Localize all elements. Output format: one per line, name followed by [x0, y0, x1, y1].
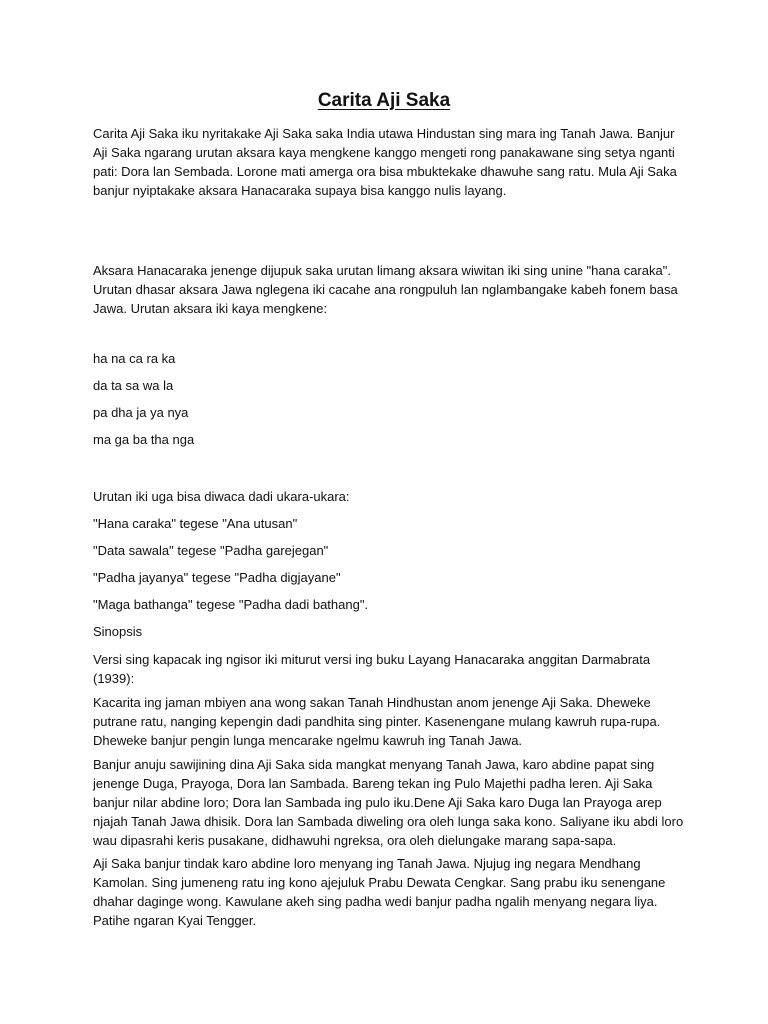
ukara-line: "Maga bathanga" tegese "Padha dadi bathang".: [93, 597, 369, 612]
story-paragraph-2: [93, 755, 683, 850]
story-line: banjur nilar abdine loro; Dora lan Sambada ing pulo iku.Dene Aji Saka karo Duga lan Prayoga arep: [93, 795, 662, 810]
aksara-row: pa dha ja ya nya: [93, 405, 189, 420]
aksara-line: Jawa. Urutan aksara iki kaya mengkene:: [93, 301, 328, 316]
ukara-line: "Hana caraka" tegese "Ana utusan": [93, 516, 298, 531]
intro-line: pati: Dora lan Sembada. Lorone mati amerga ora bisa mbuktekake dhawuhe sang ratu. Mula Aji Saka: [93, 164, 677, 179]
versi-line: (1939):: [93, 671, 135, 686]
aksara-line: Urutan dhasar aksara Jawa nglegena iki cacahe ana rongpuluh lan nglambangake kabeh fonem basa: [93, 282, 678, 297]
story-line: Aji Saka banjur tindak karo abdine loro menyang ing Tanah Jawa. Njujug ing negara Mendhang: [93, 856, 641, 871]
sinopsis-heading: Sinopsis: [93, 624, 143, 639]
story-line: dhahar daginge wong. Kawulane akeh sing padha wedi banjur padha ngalih menyang negara liya.: [93, 894, 658, 909]
ukara-line: "Padha jayanya" tegese "Padha digjayane": [93, 570, 341, 585]
story-line: Kacarita ing jaman mbiyen ana wong sakan Tanah Hindhustan anom jenenge Aji Saka. Dheweke: [93, 695, 651, 710]
ukara-intro: Urutan iki uga bisa diwaca dadi ukara-ukara:: [93, 489, 350, 504]
story-paragraph-1: [93, 693, 683, 750]
aksara-paragraph: [93, 261, 683, 318]
story-line: njajah Tanah Jawa dhisik. Dora lan Sambada diweling ora oleh lunga saka kono. Saliyane iku abdi loro: [93, 814, 684, 829]
intro-line: banjur nyiptakake aksara Hanacaraka supaya bisa kanggo nulis layang.: [93, 183, 507, 198]
page-title: Carita Aji Saka: [317, 90, 451, 111]
aksara-line: Aksara Hanacaraka jenenge dijupuk saka urutan limang aksara wiwitan iki sing unine "hana caraka".: [93, 263, 671, 278]
aksara-row: ma ga ba tha nga: [93, 432, 195, 447]
story-line: putrane ratu, nanging kepengin dadi pandhita sing pinter. Kasenengane mulang kawruh rupa-rupa.: [93, 714, 661, 729]
intro-line: Carita Aji Saka iku nyritakake Aji Saka saka India utawa Hindustan sing mara ing Tanah Jawa. Banjur: [93, 126, 675, 141]
story-line: Patihe ngaran Kyai Tengger.: [93, 913, 257, 928]
intro-line: Aji Saka ngarang urutan aksara kaya mengkene kanggo mengeti rong panakawane sing setya nganti: [93, 145, 675, 160]
ukara-line: "Data sawala" tegese "Padha garejegan": [93, 543, 329, 558]
aksara-row: ha na ca ra ka: [93, 351, 176, 366]
story-paragraph-3: [93, 854, 683, 930]
story-line: Dheweke banjur pengin lunga mencarake ngelmu kawruh ing Tanah Jawa.: [93, 733, 523, 748]
story-line: Kamolan. Sing jumeneng ratu ing kono ajejuluk Prabu Dewata Cengkar. Sang prabu iku senengane: [93, 875, 666, 890]
intro-paragraph: [93, 124, 683, 200]
story-line: wau dipasrahi keris pusakane, didhawuhi ngreksa, ora oleh dielungake marang sapa-sapa.: [93, 833, 617, 848]
versi-line: Versi sing kapacak ing ngisor iki miturut versi ing buku Layang Hanacaraka anggitan Darmabrata: [93, 652, 651, 667]
aksara-row: da ta sa wa la: [93, 378, 174, 393]
versi-paragraph: [93, 650, 683, 688]
story-line: jenenge Duga, Prayoga, Dora lan Sambada. Bareng tekan ing Pulo Majethi padha leren. Aji Saka: [93, 776, 653, 791]
story-line: Banjur anuju sawijining dina Aji Saka sida mangkat menyang Tanah Jawa, karo abdine papat sing: [93, 757, 655, 772]
